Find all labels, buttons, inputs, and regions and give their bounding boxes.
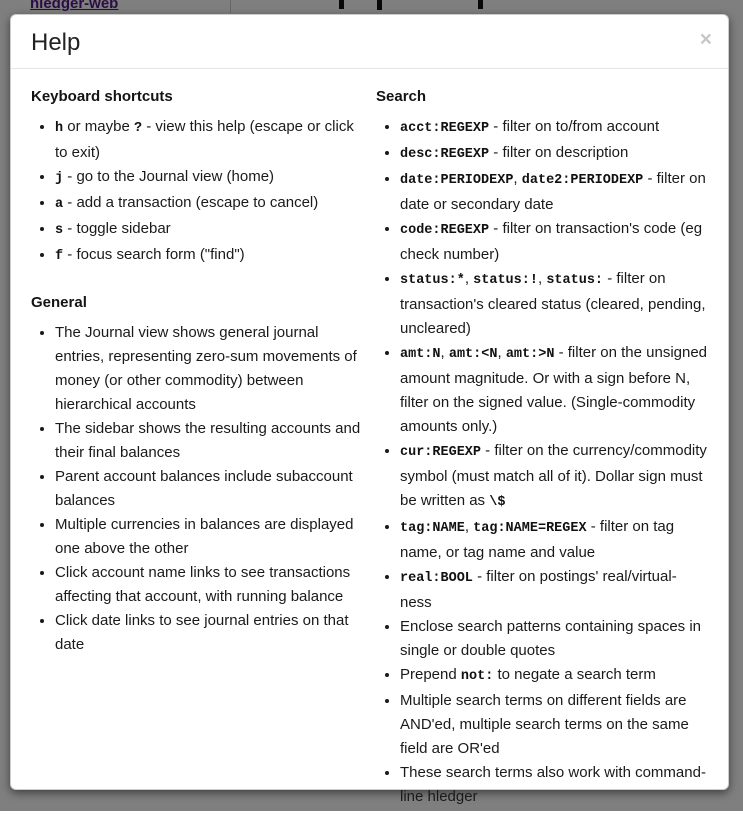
modal-header xyxy=(11,15,728,69)
help-list-item: • Enclose search patterns containing spaces in single or double quotes xyxy=(400,615,708,663)
section-heading: Search xyxy=(376,88,427,105)
help-section xyxy=(31,294,363,657)
inline-code: f xyxy=(55,249,64,264)
help-left-column xyxy=(31,88,363,809)
inline-code: date:PERIODEXP xyxy=(400,173,514,188)
inline-code: code:REGEXP xyxy=(400,223,490,238)
help-right-column xyxy=(376,88,708,809)
section-heading: Keyboard shortcuts xyxy=(31,88,173,105)
inline-code: tag:NAME=REGEX xyxy=(473,521,587,536)
help-list-item: • Multiple search terms on different fields are AND'ed, multiple search terms on the same field are OR'ed xyxy=(400,689,708,761)
inline-code: status:* xyxy=(400,273,465,288)
help-list-item: • s - toggle sidebar xyxy=(55,217,363,243)
help-list-item: • desc:REGEXP - filter on description xyxy=(400,141,708,167)
inline-code: cur:REGEXP xyxy=(400,445,482,460)
help-list xyxy=(31,321,363,657)
inline-code: real:BOOL xyxy=(400,571,473,586)
help-section xyxy=(31,88,363,269)
inline-code: desc:REGEXP xyxy=(400,147,490,162)
inline-code: amt:>N xyxy=(505,347,555,362)
modal-title: Help xyxy=(31,29,81,56)
help-list-item: • tag:NAME, tag:NAME=REGEX - filter on tag name, or tag name and value xyxy=(400,515,708,565)
help-list-item: • acct:REGEXP - filter on to/from account xyxy=(400,115,708,141)
inline-code: ? xyxy=(133,121,143,136)
inline-code: \$ xyxy=(489,495,506,510)
help-list-item: • These search terms also work with command-line hledger xyxy=(400,761,708,809)
close-icon[interactable]: × xyxy=(699,28,712,51)
help-list-item: • date:PERIODEXP, date2:PERIODEXP - filter on date or secondary date xyxy=(400,167,708,217)
help-list-item: • cur:REGEXP - filter on the currency/commodity symbol (must match all of it). Dollar sign must be written as \$ xyxy=(400,439,708,515)
help-list xyxy=(31,115,363,269)
help-list-item: • The Journal view shows general journal entries, representing zero-sum movements of money (or other commodity) between hierarchical accounts xyxy=(55,321,363,417)
inline-code: a xyxy=(55,197,64,212)
inline-code: date2:PERIODEXP xyxy=(521,173,644,188)
help-list-item: • Click date links to see journal entries on that date xyxy=(55,609,363,657)
inline-code: s xyxy=(55,223,64,238)
inline-code: status: xyxy=(546,273,604,288)
help-list-item: • Parent account balances include subaccount balances xyxy=(55,465,363,513)
inline-code: h xyxy=(55,121,64,136)
inline-code: amt:<N xyxy=(448,347,498,362)
help-list-item: • The sidebar shows the resulting accounts and their final balances xyxy=(55,417,363,465)
inline-code: acct:REGEXP xyxy=(400,121,490,136)
inline-code: amt:N xyxy=(400,347,441,362)
inline-code: j xyxy=(55,171,64,186)
help-list-item: • h or maybe ? - view this help (escape or click to exit) xyxy=(55,115,363,165)
inline-code: tag:NAME xyxy=(400,521,465,536)
help-list-item: • amt:N, amt:<N, amt:>N - filter on the unsigned amount magnitude. Or with a sign before N, filter on the signed value. (Single-commodity amounts only.) xyxy=(400,341,708,439)
help-modal xyxy=(10,14,729,805)
help-list-item: • Multiple currencies in balances are displayed one above the other xyxy=(55,513,363,561)
inline-code: status:! xyxy=(473,273,538,288)
help-list-item: • real:BOOL - filter on postings' real/virtual-ness xyxy=(400,565,708,615)
help-list-item: • Click account name links to see transactions affecting that account, with running balance xyxy=(55,561,363,609)
help-list-item: • Prepend not: to negate a search term xyxy=(400,663,708,689)
inline-code: not: xyxy=(460,669,494,684)
section-heading: General xyxy=(31,294,87,311)
modal-body xyxy=(11,69,728,819)
help-list-item: • f - focus search form ("find") xyxy=(55,243,363,269)
help-list-item: • a - add a transaction (escape to cancel) xyxy=(55,191,363,217)
help-list-item: • code:REGEXP - filter on transaction's code (eg check number) xyxy=(400,217,708,267)
help-section xyxy=(376,88,708,809)
help-list xyxy=(376,115,708,809)
help-list-item: • status:*, status:!, status: - filter on transaction's cleared status (cleared, pending, uncleared) xyxy=(400,267,708,341)
help-list-item: • j - go to the Journal view (home) xyxy=(55,165,363,191)
